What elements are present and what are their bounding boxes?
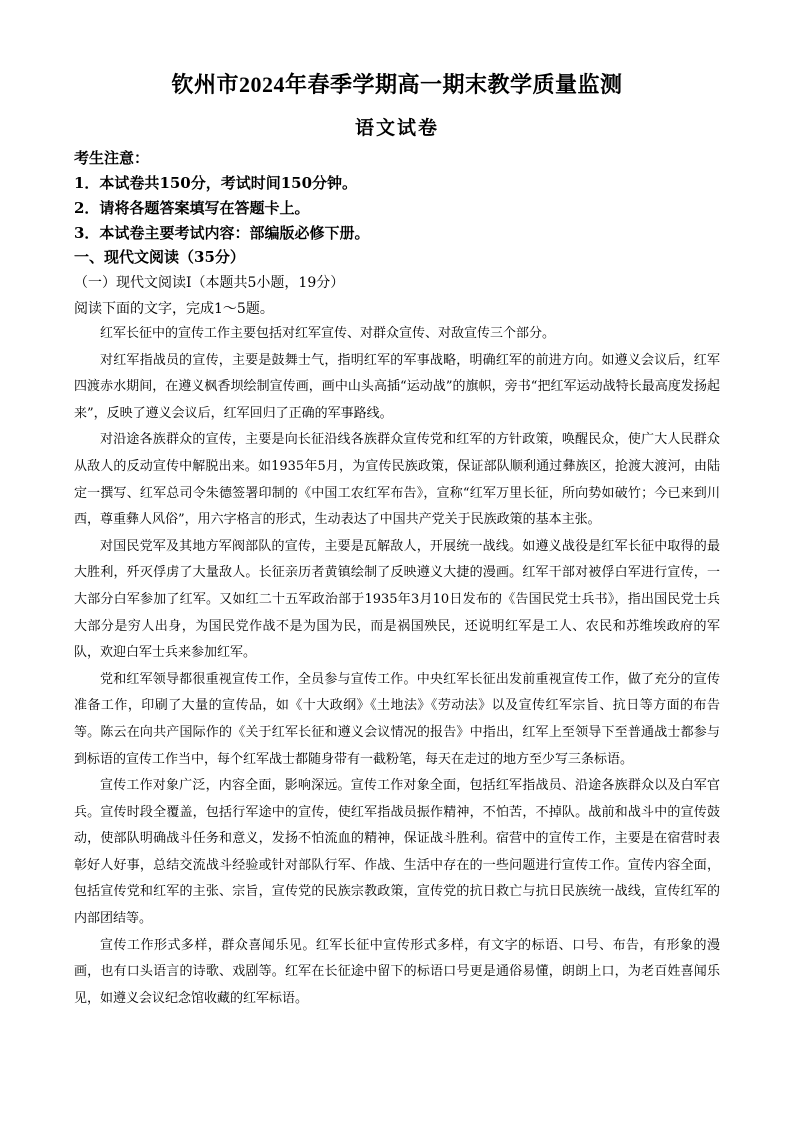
- passage-paragraph: 对沿途各族群众的宣传，主要是向长征沿线各族群众宣传党和红军的方针政策，唤醒民众，使广大人民群众从敌人的反动宣传中解脱出来。如1935年5月，为宣传民族政策，保证部队顺利通过彝族区，抢渡大渡河，由陆定一撰写、红军总司令朱德签署印制的《中国工农红军布告》，宣称“红军万里长征，所向势如破竹；今已来到川西，尊重彝人风俗”，用六字格言的形式，生动表达了中国共产党关于民族政策的基本主张。: [74, 432, 720, 528]
- notice-heading: 考生注意：: [74, 149, 150, 167]
- passage-paragraph: 红军长征中的宣传工作主要包括对红军宣传、对群众宣传、对敌宣传三个部分。: [100, 326, 556, 341]
- candidate-notice: [74, 146, 734, 246]
- reading-instruction: 阅读下面的文字，完成1～5题。: [74, 301, 274, 317]
- section-heading: 一、现代文阅读（35分）: [74, 248, 245, 266]
- reading-passage: [74, 321, 720, 1012]
- notice-item: 2．请将各题答案填写在答题卡上。: [74, 199, 310, 217]
- passage-paragraph: 对红军指战员的宣传，主要是鼓舞士气，指明红军的军事战略，明确红军的前进方向。如遵义会议后，红军四渡赤水期间，在遵义枫香坝绘制宣传画，画中山头高插“运动战”的旗帜，旁书“把红军运动战特长最高度发扬起来”，反映了遵义会议后，红军回归了正确的军事路线。: [74, 352, 720, 421]
- passage-paragraph: 党和红军领导都很重视宣传工作，全员参与宣传工作。中央红军长征出发前重视宣传工作，做了充分的宣传准备工作，印刷了大量的宣传品，如《十大政纲》《土地法》《劳动法》以及宣传红军宗旨、抗日等方面的布告等。陈云在向共产国际作的《关于红军长征和遵义会议情况的报告》中指出，红军上至领导下至普通战士都参与到标语的宣传工作当中，每个红军战士都随身带有一截粉笔，每天在走过的地方至少写三条标语。: [74, 671, 720, 767]
- passage-paragraph: 宣传工作对象广泛，内容全面，影响深远。宣传工作对象全面，包括红军指战员、沿途各族群众以及白军官兵。宣传时段全覆盖，包括行军途中的宣传，使红军指战员振作精神，不怕苦，不掉队。战前和战斗中的宣传鼓动，使部队明确战斗任务和意义，发扬不怕流血的精神，保证战斗胜利。宿营中的宣传工作，主要是在宿营时表彰好人好事，总结交流战斗经验或针对部队行军、作战、生活中存在的一些问题进行宣传工作。宣传内容全面，包括宣传党和红军的主张、宗旨，宣传党的民族宗教政策，宣传党的抗日救亡与抗日民族统一战线，宣传红军的内部团结等。: [74, 778, 720, 927]
- exam-subtitle: 语文试卷: [354, 117, 439, 139]
- notice-item: 1．本试卷共150分，考试时间150分钟。: [74, 174, 358, 192]
- section-subheading: （一）现代文阅读Ⅰ（本题共5小题，19分）: [74, 275, 345, 291]
- exam-title: 钦州市2024年春季学期高一期末教学质量监测: [171, 72, 623, 97]
- passage-paragraph: 对国民党军及其地方军阀部队的宣传，主要是瓦解敌人，开展统一战线。如遵义战役是红军长征中取得的最大胜利，歼灭俘虏了大量敌人。长征亲历者黄镇绘制了反映遵义大捷的漫画。红军干部对被俘白军进行宣传，一大部分白军参加了红军。又如红二十五军政治部于1935年3月10日发布的《告国民党士兵书》，指出国民党士兵大部分是穷人出身，为国民党作战不是为国为民，而是祸国殃民，还说明红军是工人、农民和苏维埃政府的军队，欢迎白军士兵来参加红军。: [74, 538, 720, 661]
- passage-paragraph: 宣传工作形式多样，群众喜闻乐见。红军长征中宣传形式多样，有文字的标语、口号、布告，有形象的漫画，也有口头语言的诗歌、戏剧等。红军在长征途中留下的标语口号更是通俗易懂，朗朗上口，为老百姓喜闻乐见，如遵义会议纪念馆收藏的红军标语。: [74, 937, 720, 1006]
- notice-item: 3．本试卷主要考试内容：部编版必修下册。: [74, 224, 370, 242]
